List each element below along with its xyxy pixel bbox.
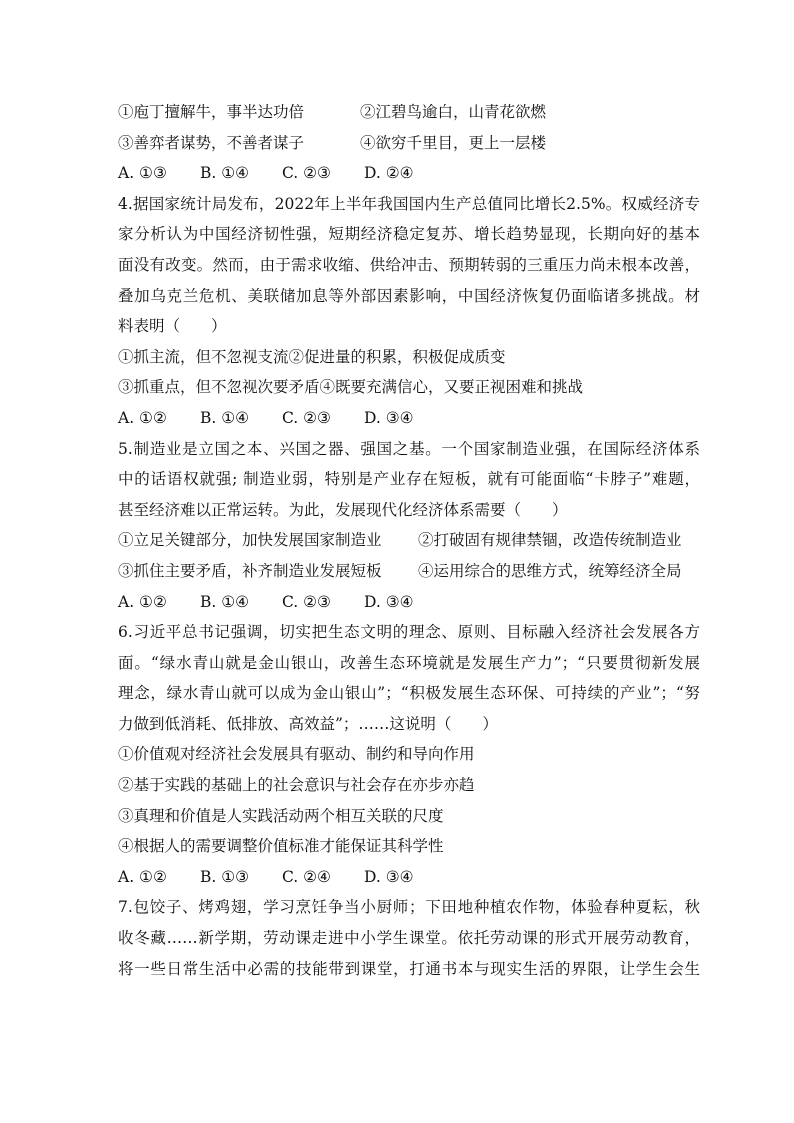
q4-choice-a[interactable]: A. ①②	[118, 408, 167, 427]
q6-option-2: ②基于实践的基础上的社会意识与社会存在亦步亦趋	[118, 776, 475, 795]
q3-choice-c[interactable]: C. ②③	[282, 164, 331, 183]
q5-choice-a[interactable]: A. ①②	[118, 592, 167, 611]
question-content	[118, 97, 700, 984]
q5-answer-choices	[118, 587, 700, 618]
q6-choice-a[interactable]: A. ①②	[118, 867, 167, 886]
q7-stem-line: 收冬藏……新学期，劳动课走进中小学生课堂。依托劳动课的形式开展劳动教育，	[118, 929, 700, 948]
q3-choice-b[interactable]: B. ①④	[200, 164, 250, 183]
q4-stem-line: 4.据国家统计局发布，2022年上半年我国国内生产总值同比增长2.5%。权威经济专	[118, 194, 700, 213]
q4-options-line-1: ①抓主流，但不忽视支流②促进量的积累，积极促成质变	[118, 347, 506, 366]
q4-stem-line: 家分析认为中国经济韧性强，短期经济稳定复苏、增长趋势显现，长期向好的基本	[118, 225, 700, 244]
q5-choice-c[interactable]: C. ②③	[282, 592, 331, 611]
q5-option-3: ③抓住主要矛盾，补齐制造业发展短板	[118, 561, 382, 580]
q5-stem-line: 5.制造业是立国之本、兴国之器、强国之基。一个国家制造业强，在国际经济体系	[118, 439, 700, 458]
q4-choice-b[interactable]: B. ①④	[200, 408, 250, 427]
q5-stem-last-line: 甚至经济难以正常运转。为此，发展现代化经济体系需要（ ）	[118, 500, 568, 519]
q6-choice-b[interactable]: B. ①③	[200, 867, 250, 886]
q4-options-line-2: ③抓重点，但不忽视次要矛盾④既要充满信心，又要正视困难和挑战	[118, 378, 584, 397]
q3-option-2: ②江碧鸟逾白，山青花欲燃	[360, 103, 547, 121]
q3-option-1: ①庖丁擅解牛，事半达功倍	[118, 103, 305, 121]
q5-options-row-2	[118, 556, 700, 587]
q3-option-3: ③善弈者谋势，不善者谋子	[118, 133, 305, 152]
q5-option-2: ②打破固有规律禁锢，改造传统制造业	[418, 531, 682, 550]
q6-stem-last-line: 力做到低消耗、低排放、高效益”；……这说明（ ）	[118, 714, 498, 733]
q3-option-4: ④欲穷千里目，更上一层楼	[360, 133, 547, 152]
q3-options-row-2	[118, 128, 700, 159]
q5-choice-b[interactable]: B. ①④	[200, 592, 250, 611]
q4-stem-line: 叠加乌克兰危机、美联储加息等外部因素影响，中国经济恢复仍面临诸多挑战。材	[118, 286, 700, 305]
q6-choice-d[interactable]: D. ③④	[364, 867, 414, 886]
q6-stem-line: 6.习近平总书记强调，切实把生态文明的理念、原则、目标融入经济社会发展各方	[118, 623, 700, 642]
q6-stem-line: 理念，绿水青山就可以成为金山银山”；“积极发展生态环保、可持续的产业”；“努	[118, 684, 700, 703]
q5-option-1: ①立足关键部分，加快发展国家制造业	[118, 531, 382, 550]
q3-choice-a[interactable]: A. ①③	[118, 164, 167, 183]
q6-option-4: ④根据人的需要调整价值标准才能保证其科学性	[118, 837, 444, 856]
q6-answer-choices	[118, 862, 700, 893]
q6-choice-c[interactable]: C. ②④	[282, 867, 331, 886]
q3-answer-choices	[118, 158, 700, 189]
q4-stem-line: 面没有改变。然而，由于需求收缩、供给冲击、预期转弱的三重压力尚未根本改善，	[118, 255, 700, 274]
q4-stem-last-line: 料表明（ ）	[118, 317, 227, 336]
q3-choice-d[interactable]: D. ②④	[364, 164, 414, 183]
q6-option-3: ③真理和价值是人实践活动两个相互关联的尺度	[118, 806, 444, 825]
q5-options-row-1	[118, 525, 700, 556]
q3-options-row-1	[118, 97, 700, 128]
q4-choice-d[interactable]: D. ③④	[364, 408, 414, 427]
q7-stem-line: 7.包饺子、烤鸡翅，学习烹饪争当小厨师；下田地种植农作物，体验春种夏耘，秋	[118, 898, 700, 917]
q6-option-1: ①价值观对经济社会发展具有驱动、制约和导向作用	[118, 745, 475, 764]
q5-stem-line: 中的话语权就强; 制造业弱，特别是产业存在短板，就有可能面临“卡脖子”难题，	[118, 470, 700, 489]
q4-answer-choices	[118, 403, 700, 434]
q4-choice-c[interactable]: C. ②③	[282, 408, 331, 427]
q6-stem-line: 面。“绿水青山就是金山银山，改善生态环境就是发展生产力”；“只要贯彻新发展	[118, 653, 700, 672]
q7-stem-line: 将一些日常生活中必需的技能带到课堂，打通书本与现实生活的界限，让学生会生	[118, 959, 700, 978]
q5-choice-d[interactable]: D. ③④	[364, 592, 414, 611]
q5-option-4: ④运用综合的思维方式，统筹经济全局	[418, 561, 682, 580]
